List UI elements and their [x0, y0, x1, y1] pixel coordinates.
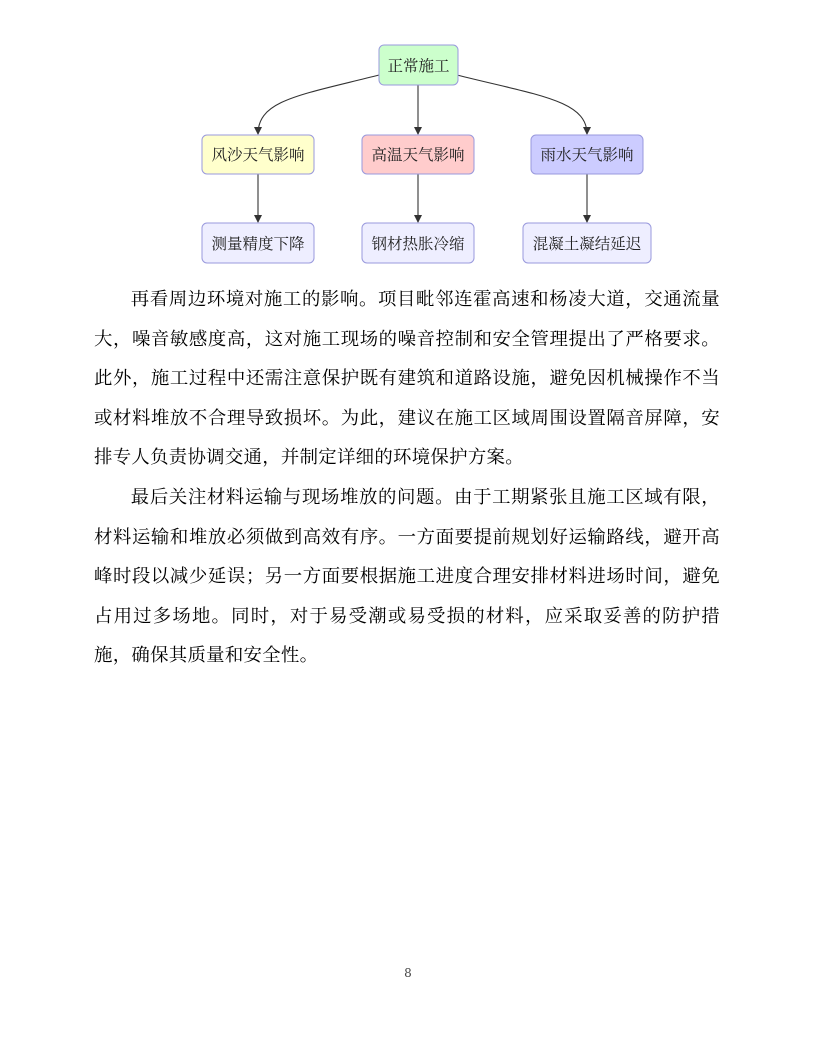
document-body [94, 280, 720, 676]
node-steel-expansion [362, 223, 474, 263]
node-rain-weather [531, 135, 643, 174]
paragraph-surroundings: 再看周边环境对施工的影响。项目毗邻连霍高速和杨凌大道，交通流量大，噪音敏感度高，这对施工现场的噪音控制和安全管理提出了严格要求。此外，施工过程中还需注意保护既有建筑和道路设施，避免因机械操作不当或材料堆放不合理导致损坏。为此，建议在施工区域周围设置隔音屏障，安排专人负责协调交通，并制定详细的环境保护方案。 [94, 289, 720, 469]
node-normal-construction [379, 45, 458, 85]
node-measurement-accuracy [202, 223, 314, 263]
paragraph-material-transport: 最后关注材料运输与现场堆放的问题。由于工期紧张且施工区域有限，材料运输和堆放必须做到高效有序。一方面要提前规划好运输路线，避开高峰时段以减少延误；另一方面要根据施工进度合理安排材料进场时间，避免占用过多场地。同时，对于易受潮或易受损的材料，应采取妥善的防护措施，确保其质量和安全性。 [94, 486, 720, 667]
node-sand-weather [202, 135, 314, 174]
node-concrete-delay [523, 223, 651, 263]
edge-root-to-sand [258, 75, 379, 134]
edge-root-to-rain [457, 75, 587, 134]
node-label: 混凝土凝结延迟 [532, 235, 642, 253]
page-number: 8 [404, 966, 412, 980]
node-label: 雨水天气影响 [540, 146, 634, 164]
node-heat-weather [362, 135, 474, 174]
flowchart-diagram [0, 0, 816, 275]
node-label: 风沙天气影响 [211, 146, 305, 164]
node-label: 高温天气影响 [371, 146, 465, 164]
node-label: 测量精度下降 [211, 235, 305, 253]
node-label: 钢材热胀冷缩 [371, 235, 465, 253]
node-label: 正常施工 [387, 57, 450, 75]
